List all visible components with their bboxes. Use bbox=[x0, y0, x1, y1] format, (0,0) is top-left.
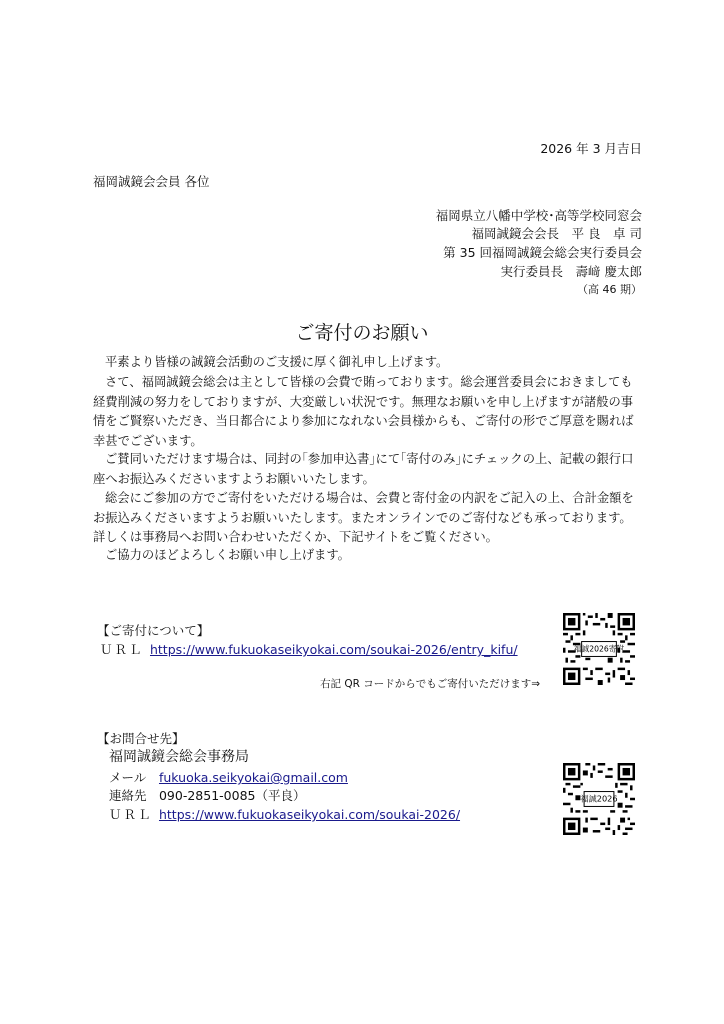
contact-url-row bbox=[109, 805, 460, 823]
donation-url-row bbox=[100, 640, 518, 658]
donation-qr-code[interactable] bbox=[563, 613, 635, 685]
addressee: 福岡誠鏡会会員 各位 bbox=[93, 174, 210, 189]
document-date: 2026 年 3 月吉日 bbox=[540, 141, 642, 156]
sender-line-4: 実行委員長 壽﨑 慶太郎 bbox=[500, 264, 642, 279]
donation-heading: 【ご寄付について】 bbox=[97, 623, 210, 638]
body-paragraph-3-text: ご賛同いただけます場合は、同封の｢参加申込書｣にて｢寄付のみ｣にチェックの上、記載の銀行口座へお振込みくださいますようお願いいたします。 bbox=[93, 452, 634, 486]
contact-phone-row bbox=[109, 786, 306, 804]
body-paragraph-3 bbox=[93, 450, 638, 489]
donation-url-link[interactable]: https://www.fukuokaseikyokai.com/soukai-2026/entry_kifu/ bbox=[149, 642, 518, 657]
sender-line-5: （高 46 期） bbox=[577, 283, 642, 296]
sender-line-1: 福岡県立八幡中学校･高等学校同窓会 bbox=[435, 208, 642, 223]
contact-qr-code[interactable] bbox=[563, 763, 635, 835]
body-paragraph-1-text: 平素より皆様の誠鏡会活動のご支援に厚く御礼申し上げます。 bbox=[105, 355, 449, 369]
body-paragraph-2-text: さて、福岡誠鏡会総会は主として皆様の会費で賄っております。総会運営委員会におきましても経費削減の努力をしておりますが、大変厳しい状況です。無理なお願いを申し上げますが諸般の事情をご賢察いただき、当日都合により参加になれない会員様からも、ご寄付の形でご厚意を賜れば幸甚でございます。 bbox=[93, 375, 634, 448]
contact-mail-row bbox=[109, 768, 348, 786]
sender-line-2: 福岡誠鏡会会長 平 良 卓 司 bbox=[471, 226, 642, 241]
body-paragraph-4 bbox=[93, 489, 638, 548]
donation-qr-caption: 福誠2026寄附 bbox=[573, 644, 625, 654]
body-paragraph-5 bbox=[93, 546, 638, 566]
qr-note: 右記 QR コードからでもご寄付いただけます⇒ bbox=[320, 678, 540, 690]
page-title: ご寄付のお願い bbox=[295, 322, 429, 344]
body-paragraph-4-text: 総会にご参加の方でご寄付をいただける場合は、会費と寄付金の内訳をご記入の上、合計金額をお振込みくださいますようお願いいたします。またオンラインでのご寄付なども承っております。詳しくは事務局へお問い合わせいただくか、下記サイトをご覧ください。 bbox=[93, 491, 634, 545]
contact-qr-caption: 福誠2026 bbox=[580, 793, 618, 804]
contact-phone-label: 連絡先 bbox=[109, 788, 147, 803]
sender-line-3: 第 35 回福岡誠鏡会総会実行委員会 bbox=[443, 245, 642, 260]
contact-url-label: ＵＲＬ bbox=[109, 807, 153, 822]
contact-phone-value: 090-2851-0085（平良） bbox=[158, 788, 306, 803]
body-paragraph-1 bbox=[93, 353, 638, 373]
contact-org: 福岡誠鏡会総会事務局 bbox=[109, 749, 249, 765]
donation-url-label: ＵＲＬ bbox=[100, 642, 144, 657]
body-paragraph-5-text: ご協力のほどよろしくお願い申し上げます。 bbox=[105, 548, 350, 562]
body-paragraph-2 bbox=[93, 373, 638, 451]
contact-heading: 【お問合せ先】 bbox=[97, 731, 185, 746]
contact-url-link[interactable]: https://www.fukuokaseikyokai.com/soukai-2026/ bbox=[158, 807, 461, 822]
contact-mail-label: メール bbox=[109, 770, 147, 785]
contact-mail-link[interactable]: fukuoka.seikyokai@gmail.com bbox=[158, 770, 348, 785]
